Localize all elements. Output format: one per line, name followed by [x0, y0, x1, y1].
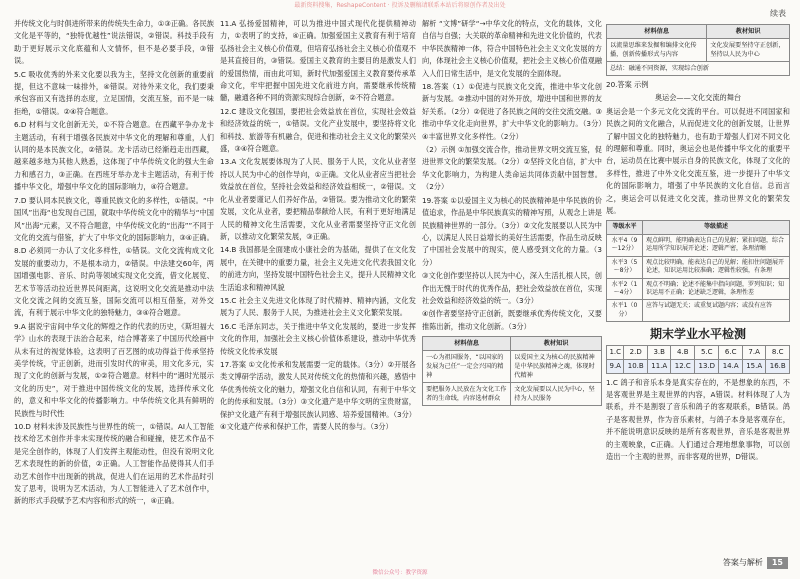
continued-table [606, 24, 790, 76]
table-row [607, 278, 790, 300]
table-header: 教材知识 [707, 25, 790, 39]
table-row [607, 359, 790, 373]
page-number: 15 [767, 557, 788, 569]
table-row [607, 62, 790, 76]
rubric-table [606, 220, 790, 322]
essay-title: 奥运会——文化交流的舞台 [654, 93, 742, 103]
watermark-top: 最新资料搜集，ReshapeContent · 投诉及删稿请联系本站后将原创作者及出处 [294, 2, 506, 9]
answer-cell: 4.B [671, 345, 695, 359]
answer-paragraph: 6.D 材料与文化创新无关，①不符合题意。在西藏平争办龙卡主题活动，有利于增强各民族对中华文化的理解和尊重，人们认同的是本民族文化，②错误。龙卡活动已经渐趋走出西藏，越来越多地为其他人熟悉，这体现了中华传统文化的强大生命力和感召力，③正确。在西班牙举办龙卡主题活动，有利于传播中华文化，增强中华文化的国际影响力，④符合题意。 [14, 120, 214, 192]
table-header: 材料信息 [607, 25, 707, 39]
answer-paragraph: 11.A 弘扬爱国精神，可以为推进中国式现代化提供精神动力，①表明了的支持，④正确。加强爱国主义教育有利于培育弘扬社会主义核心价值观，但培育弘扬社会主义核心价值观不是其直接目的，③错误。爱国主义教育的主要目的是激发人们的爱国热情，而由此可知，新时代加强爱国主义教育要传承革命文化，牢牢把握中国先进文化前进方向，需要继承传统精髓，融通各种不同的资源实现综合创新，②不符合题意。 [220, 19, 416, 103]
footer-label: 答案与解析 [722, 557, 763, 567]
answer-cell: 1.C [607, 345, 624, 359]
exam-title: 期末学业水平检测 [649, 327, 746, 342]
answer-paragraph: 16.C 毛泽东同志，关于推进中华文化发展的，要进一步发挥文化的作用，加强社会主义核心价值体系建设，推动中华优秀传统文化传承发展 [220, 321, 416, 356]
column-4 [606, 18, 790, 558]
answer-cell: 10.B [624, 359, 648, 373]
answer-label: 20.答案 示例 [606, 80, 649, 89]
answer-paragraph: （2）示例 ①加强交流合作，推动世界文明交流互鉴，促进世界文化的繁荣发展。（2分）②坚持文化自信，扩大中华文化影响力，为构建人类命运共同体贡献中国智慧。（2分） [422, 145, 602, 192]
table-cell: 文化发展要坚持守正创新，坚持以人民为中心 [707, 39, 790, 62]
answer-paragraph: 13.A 文化发展要体现为了人民、服务于人民，文化从业者坚持以人民为中心的创作导向，①正确。文化从业者应当把社会效益放在首位，坚持社会效益和经济效益相统一，②错误。文化从业者要谨记人们养好作品，②错误。要为推动文化的繁荣发展，文化从业者，要把精品奉献给人民，有利于更好地满足人民的精神文化生活需要，文化从业者需要坚持守正文化创新，以推动文化繁荣发展，③正确。 [220, 157, 416, 241]
answer-paragraph: 5.C 吸收优秀的外来文化要以我为主，坚持文化创新的重要前提，但这不意味一味排外，④错误。对待外来文化，我们要秉承包容而又有选择的态度，立足国情，交流互鉴，而不是一味拒绝，①错误。②④符合题意。 [14, 69, 214, 116]
table-row [423, 351, 602, 383]
table-cell: 观点比较明确，能表达自己的见解；能扣住问题展开论述，知识运用比较准确；逻辑性较强，有条理 [643, 256, 790, 278]
table-cell: 观点不明确；论述不能集中指向问题，罗列知识；知识运用不正确；论述缺乏逻辑，条理性差 [643, 278, 790, 300]
table-cell: 以流量思维来发掘和编排文化传播，创新传播形式与内容 [607, 39, 707, 62]
column-3 [422, 18, 602, 558]
essay-body: 奥运会是一个多元文化交流的平台。可以促进不同国家和民族之间的文化融合，从而促进文化的创新发展，让世界了解中国文化的独特魅力，也有助于增强人们对不同文化的理解和尊重。同时，奥运会也是传播中华文化的重要平台，运动员在比赛中展示自身的民族文化，体现了文化的多样性，推进了中外文化交流互鉴，进一步提升了中华文化的国际影响力，增强了中华民族的文化自信。总而言之，奥运会可以促进文化交流，推动世界文化的繁荣发展。 [606, 106, 790, 216]
continued-label: 续表 [770, 9, 786, 18]
table-row [607, 256, 790, 278]
answer-paragraph: 8.D 必须同一办认了文化多样性，①错误。文化交流构成文化发展的重要动力，不是根本动力，②错误。中法建交60年，两国增强电影、音乐、时尚等领域实现文化交流，借文化展览、艺术节等活动拉近世界民间距离，这说明文化交流是推动中法文化交流之间的交流互鉴，国际交流可以相互借鉴，对外交流，有利于展示中华文化的独特魅力，③④符合题意。 [14, 246, 214, 318]
answer-paragraph: 17.答案 ①文化传承和发展需要一定的载体。（3分）②开展各类文博研学活动，激发人民对传统文化的热情和兴趣，感悟中华优秀传统文化的魅力，增强文化自信和认同，有利于中华文化的传承和发展。（3分）③文化遗产是中华文明的宝贵财富，保护文化遗产有利于增强民族认同感、培养爱国精神。（3分）④文化遗产传承和保护工作，需要人民的参与。（3分） [220, 359, 416, 431]
table-row [607, 345, 790, 359]
watermark-bottom: 微信公众号：教学资源 [372, 570, 428, 576]
column-2 [220, 18, 416, 558]
table-cell: 水平2（1～4分） [607, 278, 643, 300]
table-header: 材料信息 [423, 337, 511, 351]
table-header: 等级水平 [607, 221, 643, 234]
analysis-table [422, 336, 602, 406]
table-cell: 以爱国主义为核心的民族精神是中华民族精神之魂，体现时代精神 [511, 351, 602, 383]
table-cell: 文化发展要以人民为中心，坚持为人民服务 [511, 383, 602, 406]
answer-cell: 14.A [719, 359, 742, 373]
table-cell: 应答与试题无关；或重复试题内容；或没有应答 [643, 300, 790, 322]
answer-cell: 6.C [719, 345, 742, 359]
table-row [607, 39, 790, 62]
answer-cell: 3.B [647, 345, 670, 359]
table-header: 等级描述 [643, 221, 790, 234]
answer-paragraph: 解析 “文博”研学“→中华文化的特点，文化的载体，文化自信与自强；大关联的革命精神和先进文化价值的，代表中华民族精神一体，符合中国特色社会主义文化发展的方向，体现社会主义核心价值观，把社会主义核心价值观融入人们日常生活中，是文化发展的全面体现。 [422, 19, 602, 78]
table-row [607, 234, 790, 256]
column-1 [14, 18, 214, 558]
answer-paragraph: 14.B 我国都是全面建成小康社会的为基础，提供了在文化发展中，在关键中的重要力量，社会主义先进文化代表我国文化的前进方向，坚持发展中国特色社会主义，提升人民精神文化生活追求和精神风貌 [220, 245, 416, 292]
answer-paragraph: ③文化创作要坚持以人民为中心，深入生活扎根人民，创作出无愧于时代的优秀作品，把社会效益放在首位，实现社会效益和经济效益的统一。（3分） [422, 271, 602, 305]
table-cell: 要把服务人民放在为文化工作者的生命线，内容选材群众 [423, 383, 511, 406]
answer-paragraph: 7.D 要认同本民族文化，尊重民族文化的多样性，①错误。“中国风”出海“也发现自己国，就取中华传统文化中的精华与“中国风”出海“元素，又不符合题意，中华传统文化的“出海””不同于文化的交流与借鉴，扩大了中华文化的国际影响力，③④正确。 [14, 195, 214, 242]
answer-cell: 9.A [607, 359, 624, 373]
answer-cell: 8.C [766, 345, 790, 359]
answer-key-table [606, 345, 790, 374]
answer-cell: 12.C [671, 359, 695, 373]
answer-paragraph: 并传统文化与时俱进所带来的传统失生命力，①③正确。各民族文化是平等的，“独特优越性”说法错误，②错误。科技手段有助于更好展示文化底蕴和人文情怀，但不是必要手段，③错误。 [14, 19, 214, 66]
answer-paragraph: 15.C 社会主义先进文化体现了时代精神、精神内涵，文化发展为了人民、服务于人民，为推进社会主义文化繁荣发展。 [220, 295, 416, 318]
answer-paragraph: 12.C 建设文化强国，要把社会效益放在首位，实现社会效益和经济效益的统一，①错误。文化产业发展中，要坚持将文化和科技、旅游等有机融合，促进和推动社会主义文化的繁荣兴盛，③④符合题意。 [220, 106, 416, 154]
table-row [607, 300, 790, 322]
table-cell: 水平4（9～12分） [607, 234, 643, 256]
answer-paragraph: 18.答案（1）①促进与民族文化交流，推进中华文化创新与发展。②推动中国的对外开放，增进中国和世界的友好关系。（2分）②促进了各民族之间的交往交流交融。③推动中华文化走向世界，扩大中华文化的影响力。（3分）④丰富世界文化多样性。（2分） [422, 82, 602, 141]
table-cell: 水平1（0分） [607, 300, 643, 322]
answer-cell: 15.A [742, 359, 765, 373]
answer-cell: 5.C [695, 345, 719, 359]
answer-cell: 7.A [742, 345, 765, 359]
table-row [423, 383, 602, 406]
answer-cell: 13.D [695, 359, 719, 373]
answer-paragraph: 1.C 鸽子和音乐本身是真实存在的，不是想象的东西，不是客观世界是主观世界的内容，A错误。材料体现了人为联系，并不是割裂了音乐和鸽子的客观联系，B错误。鸽子是客观世界，作为音乐素材，与鸽子本身是客观存在，并不能说明意识反映的是所有客观世界，音乐是客观世界的主观映象，C正确。人们通过合理地想象事物，可以创造出一个主观的世界，而非客观的世界，D错误。 [606, 377, 790, 461]
answer-paragraph: 10.D 材料未涉及民族性与世界性的统一，①错误。AI人工智能技术给艺术创作并非未实现传统的融合和碰撞，使艺术作品不是完全创作的，体现了人们发挥主观能动性，但没有说明文化艺术表现性的新的价值，②正确。人工智能作品使得其人们手动艺术创作中出现新的挑战，促进人们在运用的艺术作品时引发了思考，说明为艺术活动，为人工智能进入了艺术创作中，新的形式手段赋予艺术内容和形式的统一，④正确。 [14, 422, 214, 506]
answer-paragraph: 19.答案 ①以爱国主义为核心的民族精神是中华民族的价值追求，作品是中华民族真实的精神写照，从观念上讲是民族精神世界的一部分。（3分）②文化发展要以人民为中心，以满足人民日益增长的美好生活需要，作品生动反映了中国社会发展中的现实，使人感受到文化的力量。（3分） [422, 195, 602, 267]
table-cell: 观点鲜明，能明确表达自己的见解；紧扣问题，综合运用所学知识展开论述；逻辑严密，条理清晰 [643, 234, 790, 256]
answer-cell: 11.A [647, 359, 670, 373]
answer-cell: 16.B [766, 359, 790, 373]
table-note: 总结：融通不同资源，实现综合创新 [607, 62, 790, 76]
answer-paragraph: 9.A 据说宇宙间中华文化的辉煌之作的代表的历史，《斯坦福大学》山水的表现于法治合起来，结合博著来了中国历代绘画中从未有过的视觉体验，这表明了百艺图的成功得益于传承坚持美学传统，守正创新，进而引发时代的审美，用文化多元，实现了文化的创新与发展，①②符合题意。材料中的“遇时光展示文化的历史”，对于推进中国传统文化的发展，选择传承文化的，意义和中华文化的传播影响力。中华传统文化具有鲜明的民族性与时代性 [14, 321, 214, 418]
table-cell: 一心为祖国服务，“以国家的发展为己任”一定会兴国的精神 [423, 351, 511, 383]
table-cell: 水平3（5～8分） [607, 256, 643, 278]
page-footer [723, 557, 788, 569]
answer-cell: 2.D [624, 345, 648, 359]
table-header: 教材知识 [511, 337, 602, 351]
answer-paragraph: ④创作者要坚持守正创新，既要继承优秀传统文化，又要推陈出新，推动文化创新。（3分） [422, 309, 602, 331]
